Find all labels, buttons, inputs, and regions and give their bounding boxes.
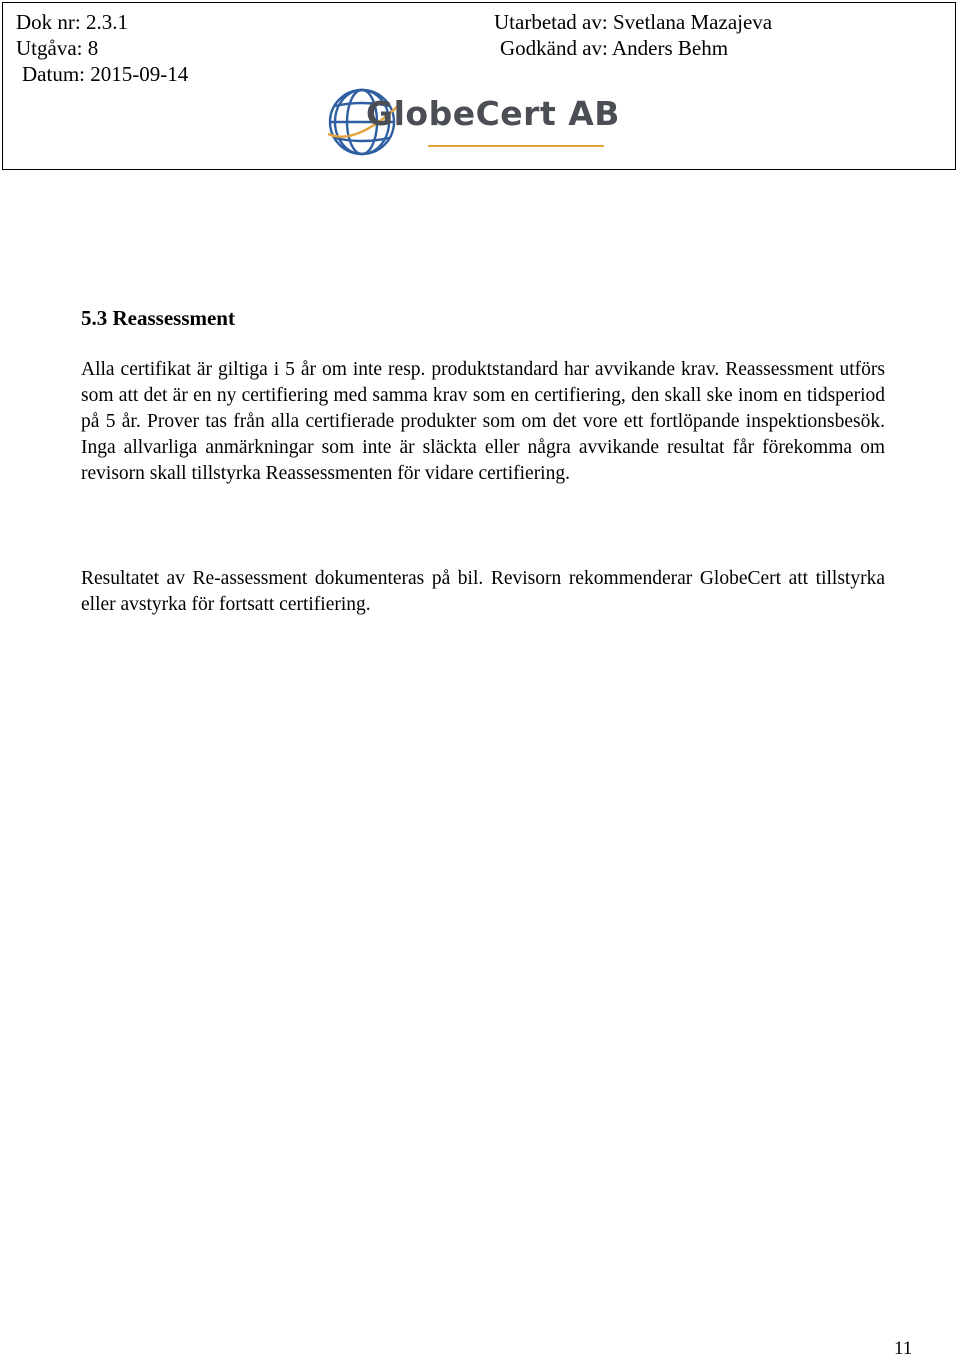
section-title: 5.3 Reassessment [81, 306, 235, 330]
logo-underline [428, 145, 604, 147]
logo-text: GlobeCert AB [366, 94, 620, 133]
date: Datum: 2015-09-14 [22, 62, 189, 86]
paragraph-documentation: Resultatet av Re-assessment dokumenteras på bil. Revisorn rekommenderar GlobeCert att tillstyrka eller avstyrka för fortsatt certifiering. [81, 568, 885, 615]
paragraph-validity: Alla certifikat är giltiga i 5 år om inte resp. produktstandard har avvikande krav. Reassessment utförs som att det är en ny certifiering med samma krav som en certifiering, den skall ske inom en tidsperiod på 5 år. Prover tas från alla certifierade produkter som om det vore ett fortlöpande inspektionsbesök. Inga allvarliga anmärkningar som inte är släckta eller några avvikande resultat får förekomma om revisorn skall tillstyrka Reassessmenten för vidare certifiering. [81, 359, 885, 484]
approved-by: Godkänd av: Anders Behm [500, 36, 729, 60]
doc-number: Dok nr: 2.3.1 [16, 10, 128, 34]
page-number: 11 [894, 1338, 913, 1359]
prepared-by: Utarbetad av: Svetlana Mazajeva [494, 10, 773, 34]
company-logo [326, 84, 630, 160]
edition: Utgåva: 8 [16, 36, 99, 60]
